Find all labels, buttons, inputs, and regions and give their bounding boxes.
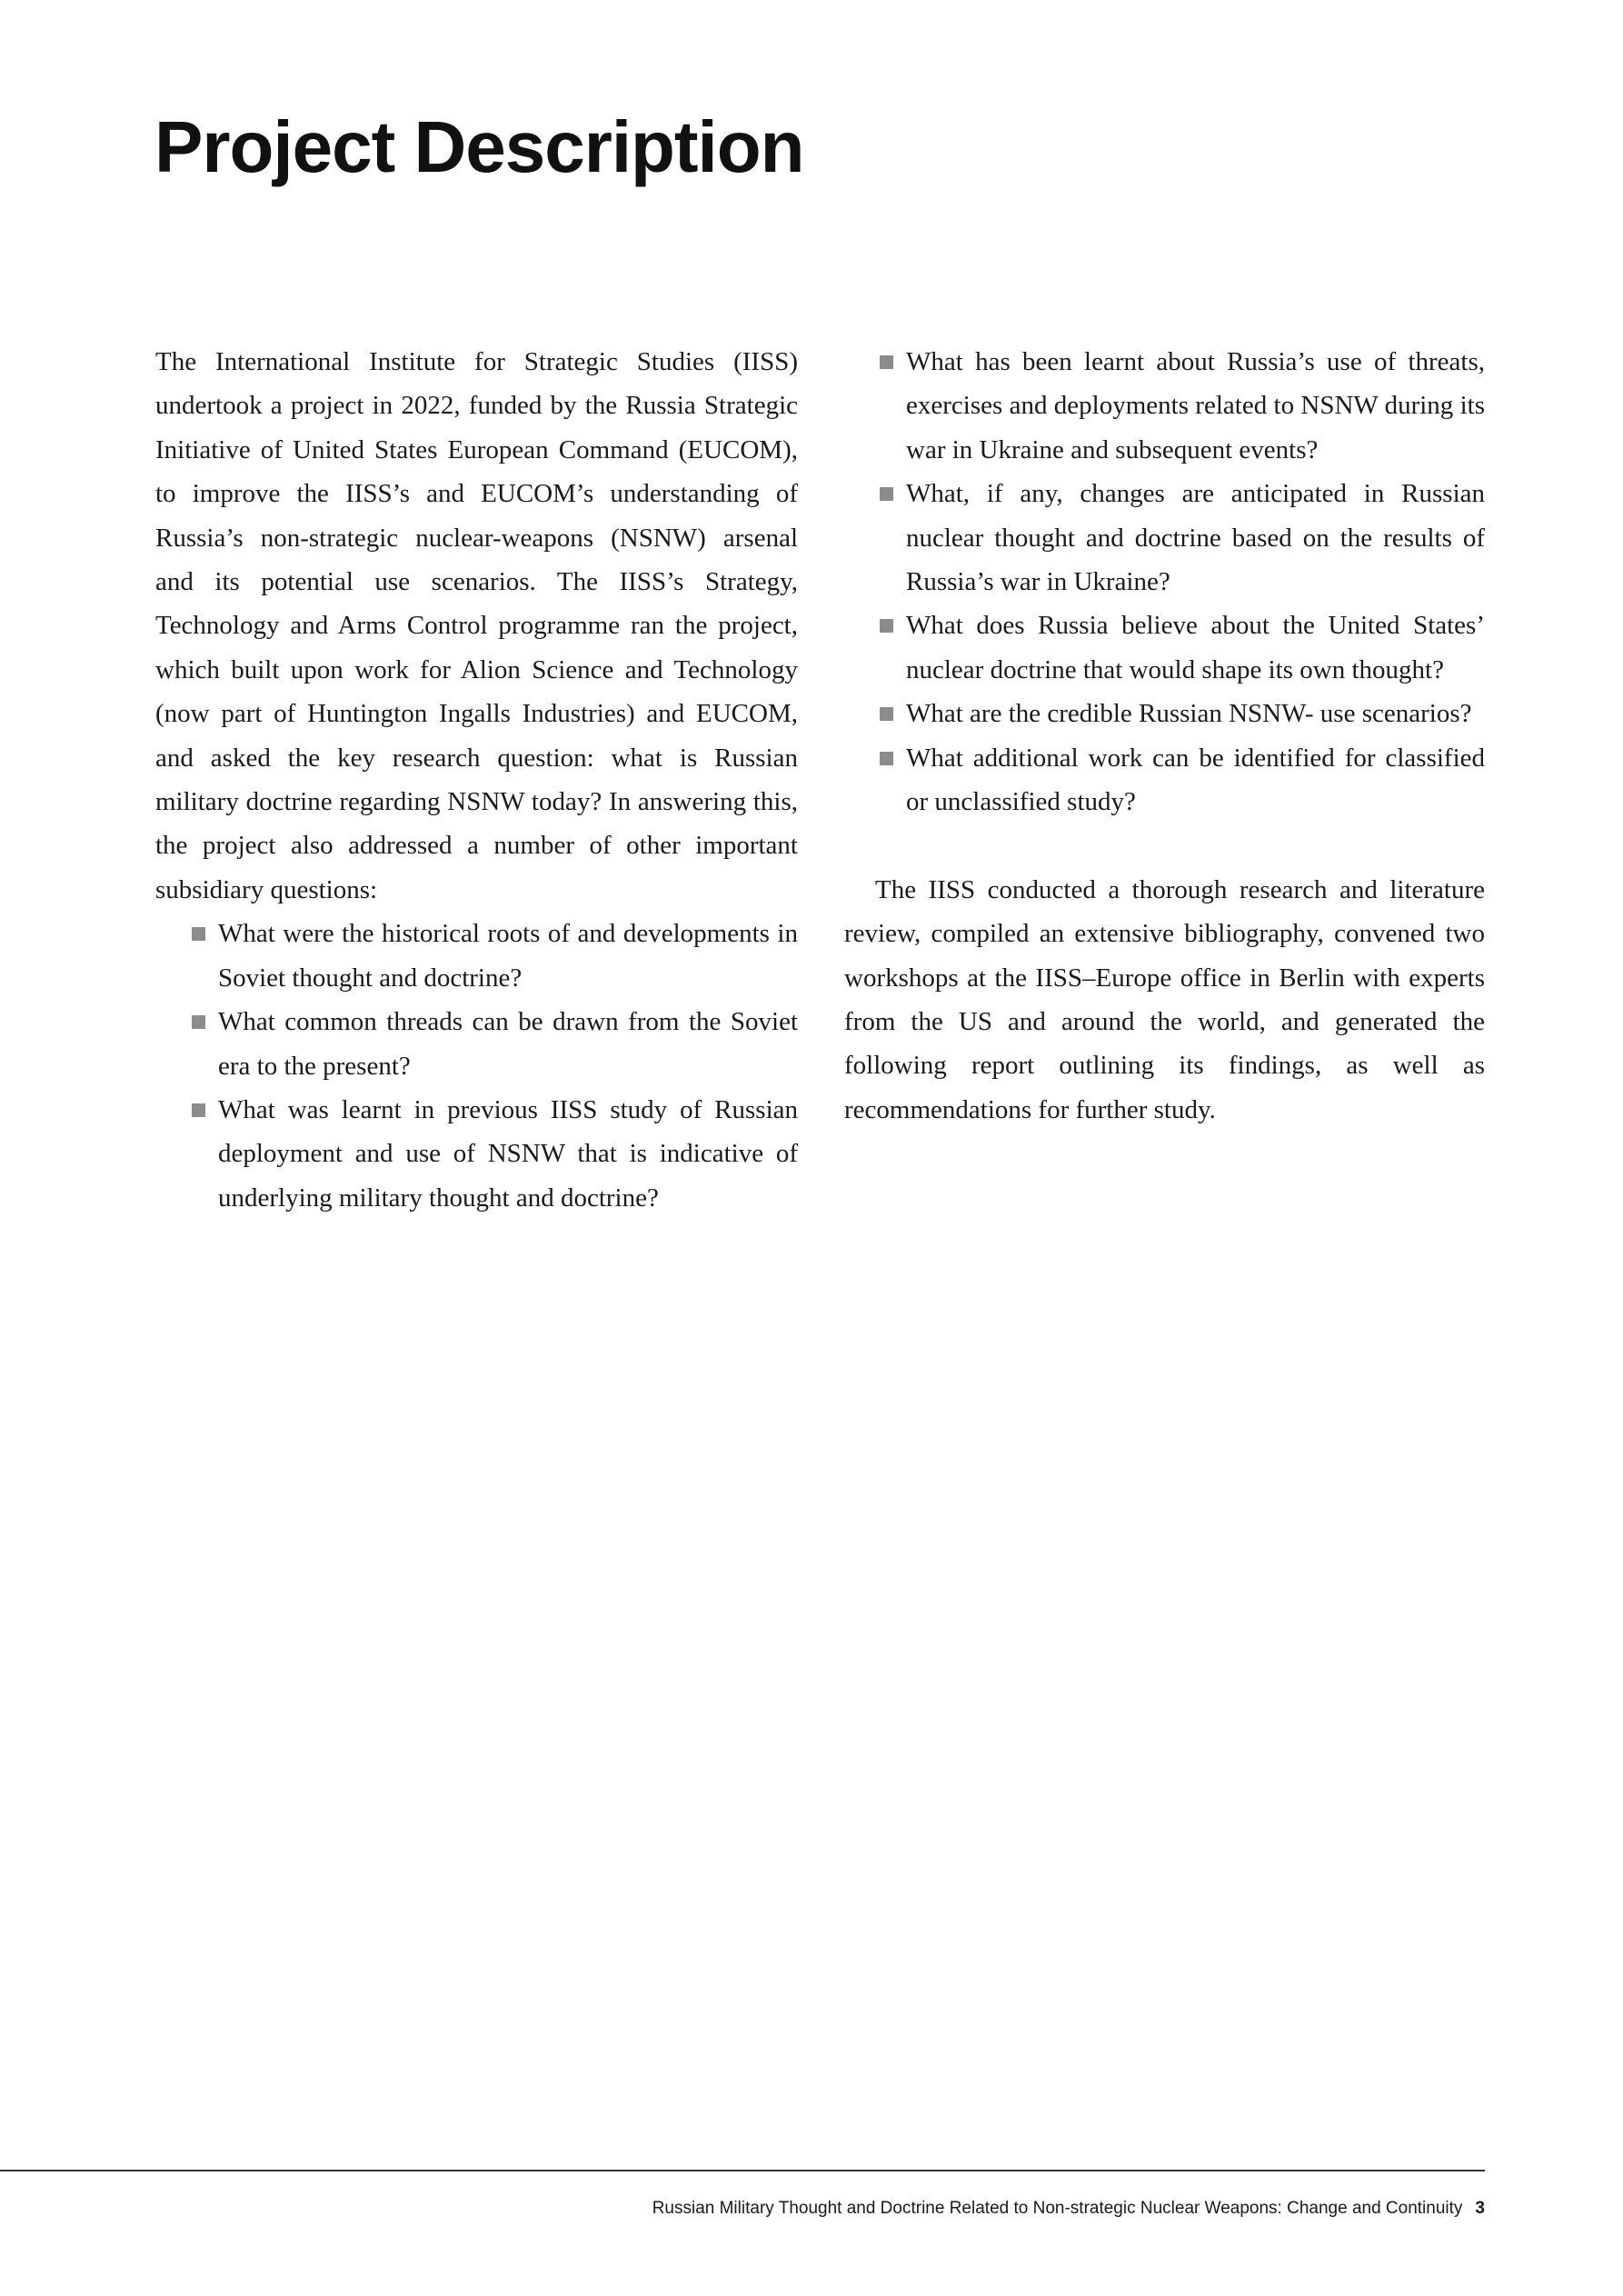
paragraph-spacer (844, 824, 1485, 867)
question-text: What common threads can be drawn from the Soviet era to the present? (218, 1007, 798, 1081)
page-number: 3 (1475, 2199, 1485, 2218)
square-bullet-icon (192, 1103, 205, 1117)
footer-rule (0, 2170, 1485, 2171)
square-bullet-icon (192, 1015, 205, 1029)
question-item (906, 736, 1485, 824)
page-footer (652, 2199, 1485, 2219)
left-column (155, 340, 798, 1220)
question-text: What were the historical roots of and developments in Soviet thought and doctrine? (218, 919, 798, 993)
square-bullet-icon (880, 752, 893, 765)
square-bullet-icon (880, 707, 893, 721)
question-item (906, 340, 1485, 472)
question-text: What, if any, changes are anticipated in Russian nuclear thought and doctrine based on the results of Russia’s war in Ukraine? (906, 479, 1485, 597)
square-bullet-icon (880, 619, 893, 633)
square-bullet-icon (192, 927, 205, 941)
subsidiary-questions-list (155, 912, 798, 1220)
question-item (906, 604, 1485, 692)
conclusion-paragraph: The IISS conducted a thorough research and literature review, compiled an extensive bibliography, convened two workshops at the IISS–Europe office in Berlin with experts from the US and around the world, and generated the following report outlining its findings, as well as recommendations for further study. (844, 874, 1485, 1124)
question-item (906, 692, 1485, 735)
question-item (218, 1088, 798, 1220)
question-text: What was learnt in previous IISS study of Russian deployment and use of NSNW that is indicative of underlying military thought and doctrine? (218, 1094, 798, 1213)
question-item (906, 472, 1485, 604)
question-text: What does Russia believe about the United States’ nuclear doctrine that would shape its own thought? (906, 611, 1485, 684)
square-bullet-icon (880, 487, 893, 501)
subsidiary-questions-list (844, 340, 1485, 824)
square-bullet-icon (880, 355, 893, 369)
intro-paragraph: The International Institute for Strategic Studies (IISS) undertook a project in 2022, funded by the Russia Strategic Initiative of United States European Command (EUCOM), to improve the IISS’s and EUCOM’s understanding of Russia’s non-strategic nuclear-weapons (NSNW) arsenal and its potential use scenarios. The IISS’s Strategy, Technology and Arms Control programme ran the project, which built upon work for Alion Science and Technology (now part of Huntington Ingalls Industries) and EUCOM, and asked the key research question: what is Russian military doctrine regarding NSNW today? In answering this, the project also addressed a number of other important subsidiary questions: (155, 347, 798, 904)
question-text: What additional work can be identified for classified or unclassified study? (906, 743, 1485, 817)
question-text: What has been learnt about Russia’s use of threats, exercises and deployments related to NSNW during its war in Ukraine and subsequent events? (906, 347, 1485, 464)
question-item (218, 912, 798, 1000)
question-text: What are the credible Russian NSNW- use scenarios? (906, 699, 1472, 729)
question-item (218, 1000, 798, 1088)
page-title: Project Description (154, 106, 804, 187)
running-title: Russian Military Thought and Doctrine Related to Non-strategic Nuclear Weapons: Change and Continuity (652, 2199, 1463, 2218)
right-column (844, 340, 1485, 1132)
